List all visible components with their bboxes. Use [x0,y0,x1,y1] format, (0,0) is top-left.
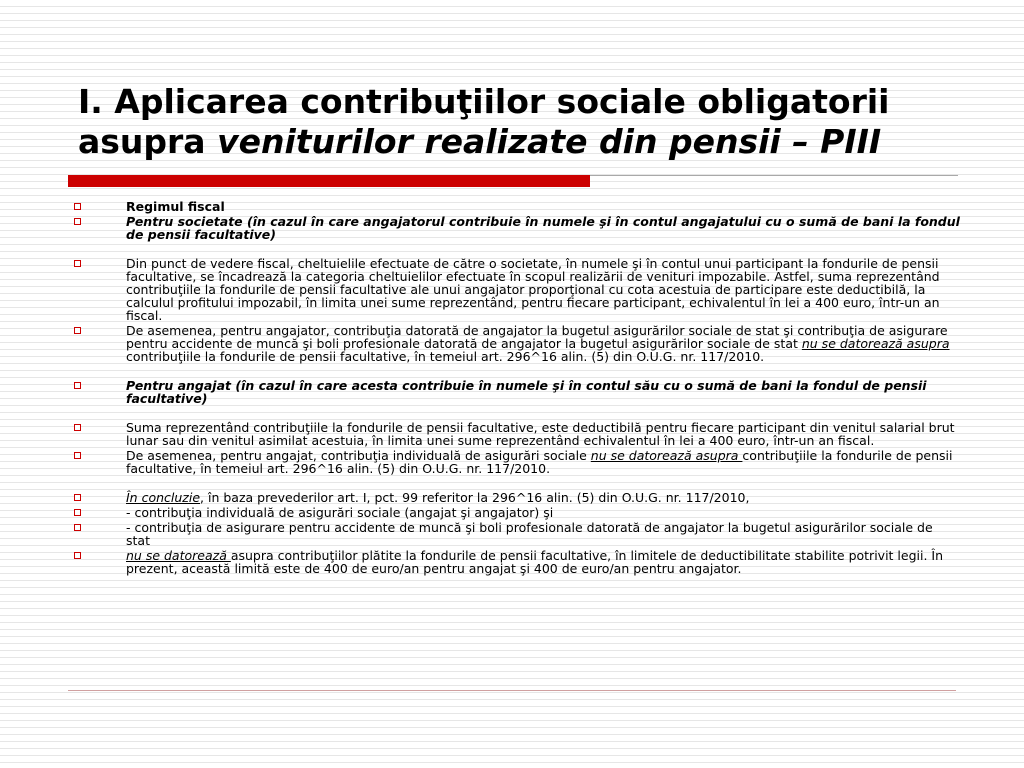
title-line-2-plain: asupra [78,122,218,161]
square-bullet-icon [74,382,81,389]
bullet-item-regimul-fiscal [70,200,960,213]
bullet-text-emphasis: nu se datorează asupra [590,448,743,463]
bullet-item-punct-de-vedere-fiscal [70,257,960,322]
title-underline-red-bar [68,175,590,187]
bullet-text-pre: De asemenea, pentru angajator, contribuţia datorată de angajator la bugetul asigurărilor sociale de stat şi contribuţia de asigurare pentru accidente de muncă şi boli profesionale datorată de angajator la bugetul asigurărilor sociale de stat [126,323,948,351]
bullet-text-emphasis: nu se datorează asupra [801,336,950,351]
square-bullet-icon [74,260,81,267]
square-bullet-icon [74,494,81,501]
bullet-text: Pentru societate (în cazul în care angajatorul contribuie în numele şi în contul angajatului cu o sumă de bani la fondul de pensii facultative) [126,214,960,242]
bullet-item-nu-se-datoreaza [70,549,960,575]
bullet-text: Din punct de vedere fiscal, cheltuielile efectuate de către o societate, în numele şi în contul unui participant la fondurile de pensii facultative, se încadrează la categoria cheltuielilor efectuate în scopul realizării de venituri impozabile. Astfel, suma reprezentând contribuţiile la fondurile de pensii facultative ale unui angajator proporţional cu cota acestuia de participare este deductibilă, la calculul profitului impozabil, în limita unei sume reprezentând, pentru fiecare participant, echivalentul în lei a 400 euro, într-un an fiscal. [126,256,940,323]
bullet-text-post: contribuţiile la fondurile de pensii facultative, în temeiul art. 296^16 alin. (5) din O.U.G. nr. 117/2010. [126,448,953,476]
bullet-item-contributie-accidente [70,521,960,547]
slide-body [70,200,960,577]
square-bullet-icon [74,203,81,210]
bullet-text: Pentru angajat (în cazul în care acesta contribuie în numele şi în contul său cu o sumă de bani la fondul de pensii facultative) [126,378,927,406]
square-bullet-icon [74,552,81,559]
bullet-item-angajat-contributie [70,449,960,475]
bullet-text-post: , în baza prevederilor art. I, pct. 99 referitor la 296^16 alin. (5) din O.U.G. nr. 117/2010, [200,490,750,505]
bullet-item-pentru-angajat [70,379,960,405]
square-bullet-icon [74,452,81,459]
bullet-text: - contribuţia individuală de asigurări sociale (angajat şi angajator) şi [126,505,554,520]
square-bullet-icon [74,524,81,531]
bullet-item-in-concluzie [70,491,960,504]
bullet-text: Regimul fiscal [126,199,225,214]
title-underline-gray-line [590,175,958,176]
square-bullet-icon [74,218,81,225]
square-bullet-icon [74,509,81,516]
bullet-text-pre: De asemenea, pentru angajat, contribuţia individuală de asigurări sociale [126,448,591,463]
bullet-text-emphasis: nu se datorează [126,548,231,563]
bullet-item-angajator-contributii [70,324,960,363]
bullet-item-contributie-individuala [70,506,960,519]
footer-divider [68,690,956,691]
square-bullet-icon [74,424,81,431]
bullet-text-post: asupra contribuţiilor plătite la fondurile de pensii facultative, în limitele de deductibilitate stabilite potrivit legii. În prezent, această limită este de 400 de euro/an pentru angajat şi 400 de euro/an pentru angajator. [126,548,944,576]
bullet-text-post: contribuţiile la fondurile de pensii facultative, în temeiul art. 296^16 alin. (5) din O.U.G. nr. 117/2010. [126,349,765,364]
bullet-item-suma-deductibila [70,421,960,447]
bullet-item-pentru-societate [70,215,960,241]
bullet-text: - contribuţia de asigurare pentru accidente de muncă şi boli profesionale datorată de angajator la bugetul asigurărilor sociale de stat [126,520,933,548]
title-line-2-italic: veniturilor realizate din pensii – PIII [217,122,882,161]
slide-title [78,82,978,162]
bullet-text: Suma reprezentând contribuţiile la fondurile de pensii facultative, este deductibilă pentru fiecare participant din venitul salarial brut lunar sau din venitul asimilat acestuia, în limita unei sume reprezentând echivalentul în lei a 400 euro, într-un an fiscal. [126,420,955,448]
bullet-text-emphasis: În concluzie [126,490,201,505]
square-bullet-icon [74,327,81,334]
title-line-1: I. Aplicarea contribuţiilor sociale obligatorii [78,82,890,121]
